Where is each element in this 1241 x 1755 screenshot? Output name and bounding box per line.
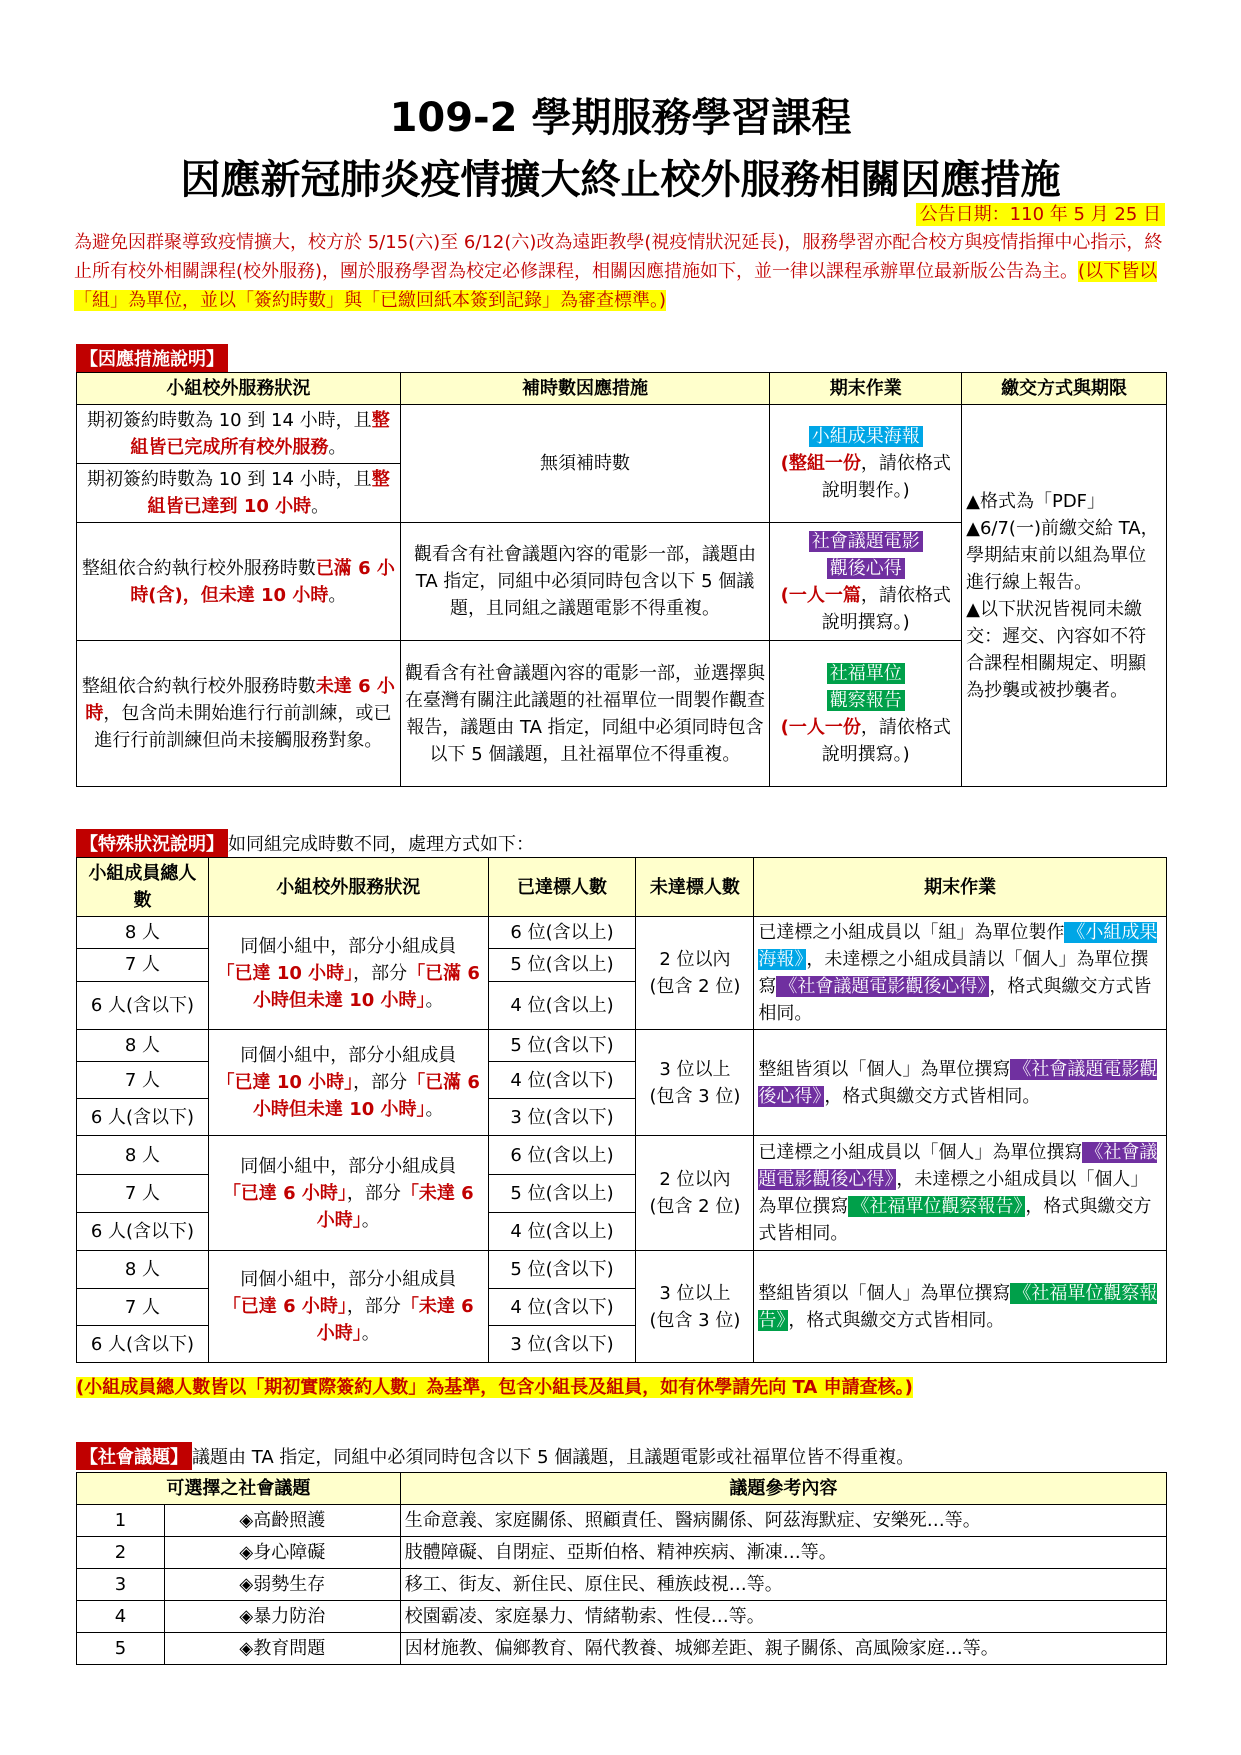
issue-row: 5 ◈教育問題 因材施教、偏鄉教育、隔代教養、城鄉差距、親子關係、高風險家庭…等。 [77, 1633, 1167, 1665]
homework-cell: 社福單位 觀察報告 (一人一份，請依格式說明撰寫。) [770, 641, 962, 787]
makeup-cell: 無須補時數 [400, 405, 770, 523]
special-homework: 整組皆須以「個人」為單位撰寫 《社福單位觀察報告》 ，格式與繳交方式皆相同。 [754, 1251, 1167, 1363]
title-line-2: 因應新冠肺炎疫情擴大終止校外服務相關因應措施 [180, 157, 1061, 203]
welfare-badge-2: 觀察報告 [827, 690, 905, 711]
special-homework: 已達標之小組成員以「組」為單位製作 《小組成果海報》 ，未達標之小組成員請以「個人」為單位撰寫 《社會議題電影觀後心得》 ，格式與繳交方式皆相同。 [754, 917, 1167, 1030]
measures-table [76, 372, 1167, 787]
measures-header: 期末作業 [770, 373, 962, 405]
special-status: 同個小組中，部分小組成員 「已達 6 小時」，部分「未達 6 小時」。 [208, 1136, 488, 1251]
measures-tag: 【因應措施說明】 [76, 344, 228, 372]
issue-row: 2 ◈身心障礙 肢體障礙、自閉症、亞斯伯格、精神疾病、漸凍…等。 [77, 1537, 1167, 1569]
measures-header: 補時數因應措施 [400, 373, 770, 405]
announce-date-wrap [916, 200, 1165, 226]
status-cell: 期初簽約時數為 10 到 14 小時，且整組皆已達到 10 小時。 [77, 464, 401, 523]
special-status: 同個小組中，部分小組成員 「已達 10 小時」，部分「已滿 6 小時但未達 10 小時」。 [208, 917, 488, 1030]
intro-paragraph [74, 228, 1169, 315]
special-status: 同個小組中，部分小組成員 「已達 10 小時」，部分「已滿 6 小時但未達 10 小時」。 [208, 1030, 488, 1136]
measures-heading [76, 344, 228, 372]
welfare-badge: 社福單位 [827, 663, 905, 684]
special-heading [76, 829, 534, 857]
issues-intro: 議題由 TA 指定，同組中必須同時包含以下 5 個議題，且議題電影或社福單位皆不得重複。 [192, 1447, 915, 1468]
makeup-cell: 觀看含有社會議題內容的電影一部，並選擇與在臺灣有關注此議題的社福單位一間製作觀查報告，議題由 TA 指定，同組中必須同時包含以下 5 個議題，且社福單位不得重複。 [400, 641, 770, 787]
special-header: 小組成員總人數 [77, 858, 209, 917]
poster-badge: 小組成果海報 [809, 426, 923, 447]
issues-heading [76, 1442, 914, 1470]
movie-badge: 社會議題電影 [809, 531, 923, 552]
issues-header: 議題參考內容 [400, 1473, 1166, 1505]
issue-row: 3 ◈弱勢生存 移工、街友、新住民、原住民、種族歧視…等。 [77, 1569, 1167, 1601]
homework-cell: 小組成果海報 (整組一份，請依格式說明製作。) [770, 405, 962, 523]
submit-cell: ▲格式為「PDF」 ▲6/7(一)前繳交給 TA，學期結束前以組為單位進行線上報告。 ▲以下狀況皆視同未繳交：遲交、內容如不符合課程相關規定、明顯為抄襲或被抄襲者。 [962, 405, 1167, 787]
intro-highlight: (以下皆以「組」為單位，並以「簽約時數」與「已繳回紙本簽到記錄」為審查標準。) [74, 261, 1158, 311]
movie-badge-2: 觀後心得 [827, 558, 905, 579]
status-cell: 期初簽約時數為 10 到 14 小時，且整組皆已完成所有校外服務。 [77, 405, 401, 464]
issues-header: 可選擇之社會議題 [77, 1473, 401, 1505]
status-cell: 整組依合約執行校外服務時數已滿 6 小時(含)，但未達 10 小時。 [77, 523, 401, 641]
special-table: 小組成員總人數 小組校外服務狀況 已達標人數 未達標人數 期末作業 8 人 同個小組中，部分小組成員 「已達 10 小時」，部分「已滿 6 小時但未達 10 小時」。 6 位(含以上) 2 位以內 (包含 2 位) 已達標之小組成員以「組」為單位製作 《小組成果海報》 ，未達標之小組成員請以「個人」為單位撰寫 《社會議題電影觀後心得》 ，格式與繳交方式皆相同。 7 人 5 位(含以上) 6 人(含以下) 4 位(含以上) 8 人 同個小組中，部分小組成員 「已達 10 小時」，部分「已滿 6 小時但未達 10 小時」。 5 位(含以下) 3 位以上 (包含 3 位) 整組皆須以「個人」為單位撰寫 《社會議題電影觀後心得》 ，格式與繳交方式皆相同。 7 人 4 位(含以下) 6 人(含以下) 3 位(含以下) 8 人 同個小組中，部分小組成員 「已達 6 小時」，部分「未達 6 小時」。 6 位(含以上) 2 位以內 (包含 2 位) 已達標之小組成員以「個人」為單位撰寫 《社會議題電影觀後心得》 ，未達標之小組成員以「個人」為單位撰寫 《社福單位觀察報告》 ，格式與繳交方式皆相同。 7 人 5 位(含以上) 6 人(含以下) 4 位(含以上) 8 人 同個小組中，部分小組成員 「已達 6 小時」，部分「未達 6 小時」。 5 位(含以下) 3 位以上 (包含 3 位) 整組皆須以「個人」為單位撰寫 《社福單位觀察報告》 ，格式與繳交方式皆相同。 7 人 4 位(含以下) 6 人(含以下) 3 位(含以下) [76, 857, 1167, 1363]
special-header: 已達標人數 [488, 858, 636, 917]
issues-table [76, 1472, 1167, 1665]
special-intro: 如同組完成時數不同，處理方式如下： [228, 834, 534, 855]
measures-header: 繳交方式與期限 [962, 373, 1167, 405]
special-header: 未達標人數 [636, 858, 754, 917]
special-note: (小組成員總人數皆以「期初實際簽約人數」為基準，包含小組長及組員，如有休學請先向 TA 申請查核。) [76, 1377, 913, 1398]
homework-cell: 社會議題電影 觀後心得 (一人一篇，請依格式說明撰寫。) [770, 523, 962, 641]
issues-tag: 【社會議題】 [76, 1442, 192, 1470]
measures-header: 小組校外服務狀況 [77, 373, 401, 405]
special-homework: 整組皆須以「個人」為單位撰寫 《社會議題電影觀後心得》 ，格式與繳交方式皆相同。 [754, 1030, 1167, 1136]
announce-date: 公告日期：110 年 5 月 25 日 [916, 203, 1165, 226]
status-cell: 整組依合約執行校外服務時數未達 6 小時，包含尚未開始進行行前訓練，或已進行行前訓練但尚未接觸服務對象。 [77, 641, 401, 787]
title-line-1: 109-2 學期服務學習課程 [389, 95, 852, 141]
special-status: 同個小組中，部分小組成員 「已達 6 小時」，部分「未達 6 小時」。 [208, 1251, 488, 1363]
special-homework: 已達標之小組成員以「個人」為單位撰寫 《社會議題電影觀後心得》 ，未達標之小組成員以「個人」為單位撰寫 《社福單位觀察報告》 ，格式與繳交方式皆相同。 [754, 1136, 1167, 1251]
makeup-cell: 觀看含有社會議題內容的電影一部，議題由 TA 指定，同組中必須同時包含以下 5 個議題，且同組之議題電影不得重複。 [400, 523, 770, 641]
special-header: 期末作業 [754, 858, 1167, 917]
issue-row: 1 ◈高齡照護 生命意義、家庭關係、照顧責任、醫病關係、阿茲海默症、安樂死…等。 [77, 1505, 1167, 1537]
issue-row: 4 ◈暴力防治 校園霸凌、家庭暴力、情緒勒索、性侵…等。 [77, 1601, 1167, 1633]
special-header: 小組校外服務狀況 [208, 858, 488, 917]
special-tag: 【特殊狀況說明】 [76, 829, 228, 857]
intro-text: 為避免因群聚導致疫情擴大，校方於 5/15(六)至 6/12(六)改為遠距教學(視疫情狀況延長)，服務學習亦配合校方與疫情指揮中心指示，終止所有校外相關課程(校外服務)，團於服務學習為校定必修課程，相關因應措施如下，並一律以課程承辦單位最新版公告為主。 [74, 232, 1163, 282]
